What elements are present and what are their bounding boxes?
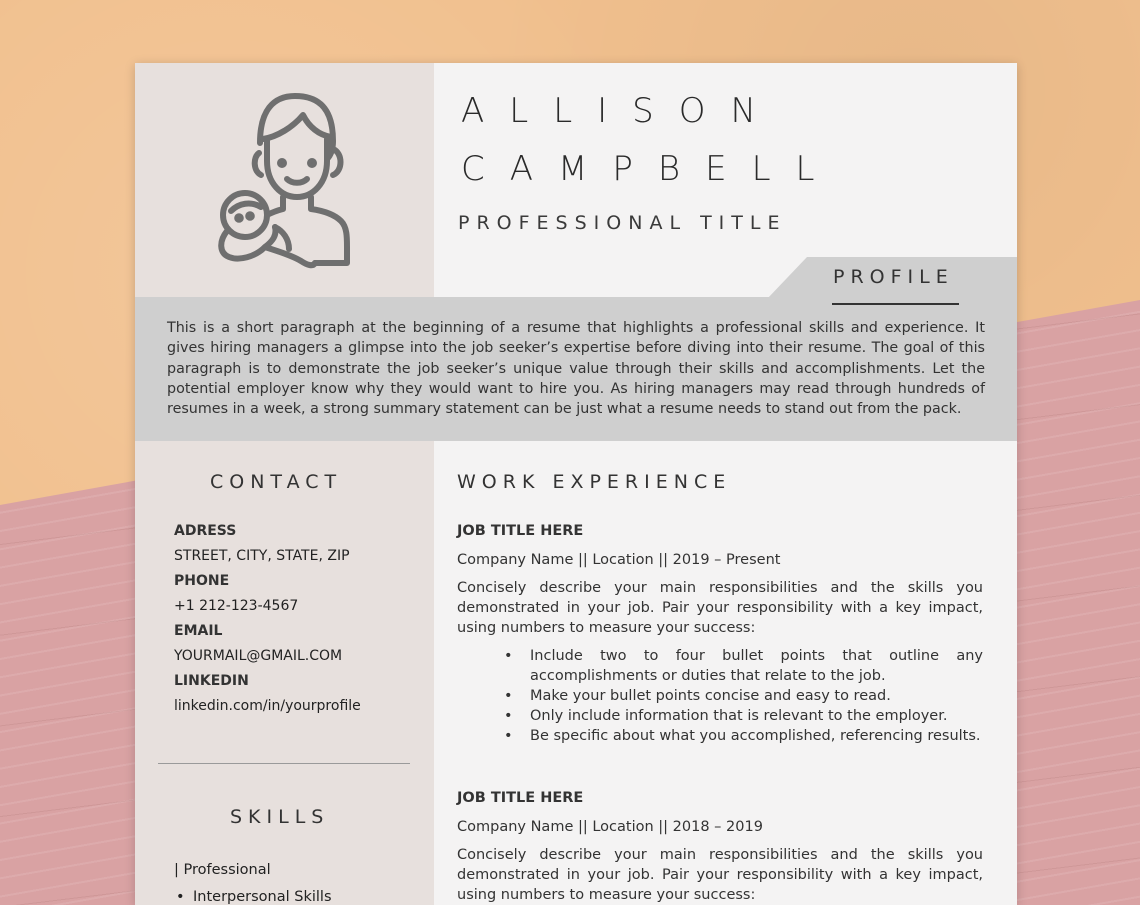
contact-heading: CONTACT [210, 471, 343, 493]
job-meta: Company Name || Location || 2019 – Present [457, 552, 781, 568]
skill-category: | Professional [174, 862, 271, 878]
resume-page [135, 63, 1017, 905]
job-title: JOB TITLE HERE [457, 790, 584, 806]
contact-value-phone: +1 212-123-4567 [174, 598, 299, 614]
contact-value-email: YOURMAIL@GMAIL.COM [174, 648, 343, 664]
job-bullet: • Only include information that is relevant to the employer. [530, 706, 983, 726]
name-first: ALLISON [461, 91, 781, 131]
job-entry [457, 787, 983, 905]
contact-label-address: ADRESS [174, 523, 237, 539]
job-bullet: • Be specific about what you accomplished, referencing results. [530, 726, 983, 746]
contact-label-email: EMAIL [174, 623, 223, 639]
contact-label-linkedin: LINKEDIN [174, 673, 249, 689]
sidebar-divider [158, 763, 410, 764]
contact-value-linkedin: linkedin.com/in/yourprofile [174, 698, 361, 714]
job-title: JOB TITLE HERE [457, 523, 584, 539]
skill-item: • Interpersonal Skills [193, 889, 332, 905]
contact-value-address: STREET, CITY, STATE, ZIP [174, 548, 350, 564]
mother-with-baby-icon [215, 91, 360, 271]
profile-summary: This is a short paragraph at the beginning of a resume that highlights a professional skills and experience. It gives hiring managers a glimpse into the job seeker’s expertise before diving into their resume. The goal of this paragraph is to demonstrate the job seeker’s unique value through their skills and accomplishments. Let the potential employer know why they would want to hire you. As hiring managers may read through hundreds of resumes in a week, a strong summary statement can be just what a resume needs to stand out from the pack. [167, 320, 985, 418]
work-experience-heading: WORK EXPERIENCE [457, 471, 732, 493]
profile-underline [832, 303, 959, 305]
professional-title: PROFESSIONAL TITLE [458, 212, 787, 234]
job-bullets [457, 646, 983, 747]
job-meta: Company Name || Location || 2018 – 2019 [457, 819, 763, 835]
job-entry [457, 520, 983, 747]
contact-list [174, 519, 414, 719]
job-bullet: • Include two to four bullet points that outline any accomplishments or duties that relate to the job. [530, 646, 983, 686]
job-description: Concisely describe your main responsibilities and the skills you demonstrated in your job. Pair your responsibility with a key impact, using numbers to measure your success: [457, 847, 983, 904]
skills-heading: SKILLS [230, 806, 330, 828]
name-last: CAMPBELL [461, 149, 840, 189]
contact-label-phone: PHONE [174, 573, 230, 589]
job-description: Concisely describe your main responsibilities and the skills you demonstrated in your job. Pair your responsibility with a key impact, using numbers to measure your success: [457, 580, 983, 637]
job-bullet: • Make your bullet points concise and easy to read. [530, 686, 983, 706]
profile-heading: PROFILE [833, 266, 954, 288]
